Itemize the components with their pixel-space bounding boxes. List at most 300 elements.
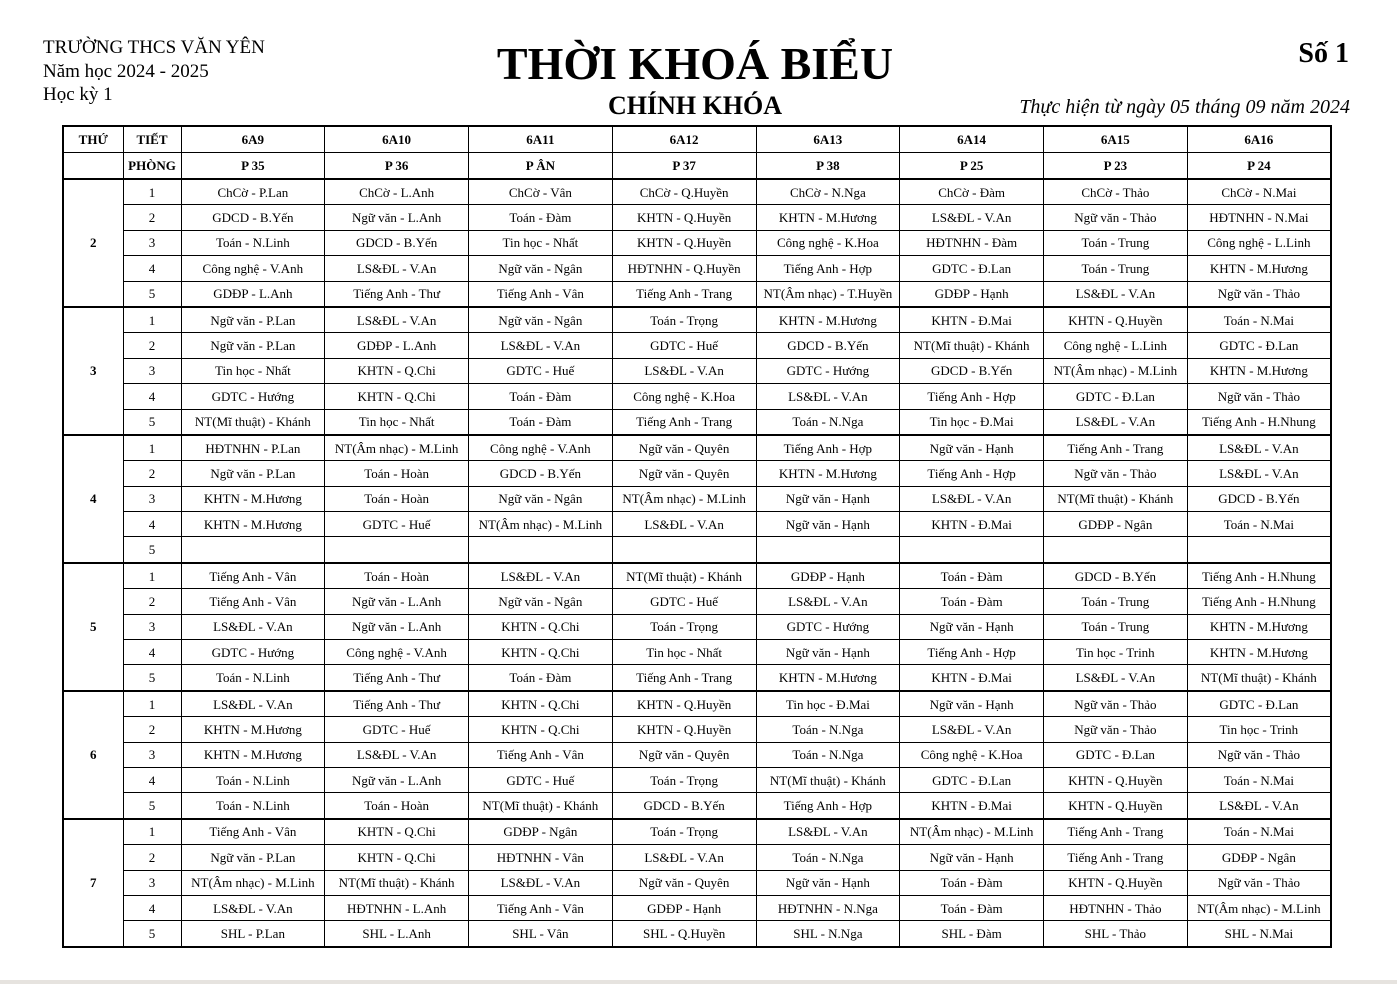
room-cell: P 23: [1044, 153, 1188, 180]
lesson-cell: Toán - Hoàn: [325, 486, 469, 511]
class-header: 6A14: [900, 126, 1044, 153]
table-row: [63, 512, 1331, 537]
lesson-cell: Tiếng Anh - Hợp: [756, 256, 900, 281]
day-cell: 2: [63, 179, 123, 307]
lesson-cell: Ngữ văn - Quyên: [612, 742, 756, 767]
lesson-cell: [181, 537, 325, 563]
table-row: [63, 307, 1331, 333]
lesson-cell: NT(Âm nhạc) - M.Linh: [469, 512, 613, 537]
lesson-cell: Toán - Hoàn: [325, 461, 469, 486]
lesson-cell: NT(Mĩ thuật) - Khánh: [1044, 486, 1188, 511]
table-row: [63, 461, 1331, 486]
period-cell: 3: [123, 614, 181, 639]
lesson-cell: LS&ĐL - V.An: [756, 589, 900, 614]
lesson-cell: [469, 537, 613, 563]
lesson-cell: KHTN - M.Hương: [1187, 614, 1331, 639]
lesson-cell: Tiếng Anh - Trang: [1044, 435, 1188, 461]
lesson-cell: KHTN - Q.Chi: [325, 819, 469, 845]
lesson-cell: Ngữ văn - Thảo: [1044, 717, 1188, 742]
lesson-cell: NT(Âm nhạc) - M.Linh: [325, 435, 469, 461]
lesson-cell: GDTC - Đ.Lan: [1044, 384, 1188, 409]
lesson-cell: LS&ĐL - V.An: [1044, 281, 1188, 307]
lesson-cell: KHTN - Q.Chi: [469, 717, 613, 742]
lesson-cell: LS&ĐL - V.An: [181, 895, 325, 920]
lesson-cell: Tiếng Anh - H.Nhung: [1187, 563, 1331, 589]
lesson-cell: GDCD - B.Yến: [756, 333, 900, 358]
period-cell: 3: [123, 742, 181, 767]
lesson-cell: Toán - Hoàn: [325, 563, 469, 589]
timetable-header: [63, 126, 1331, 179]
lesson-cell: KHTN - M.Hương: [181, 742, 325, 767]
lesson-cell: ChCờ - Vân: [469, 179, 613, 205]
lesson-cell: Toán - Đàm: [469, 205, 613, 230]
lesson-cell: GDCD - B.Yến: [181, 205, 325, 230]
lesson-cell: LS&ĐL - V.An: [756, 384, 900, 409]
lesson-cell: Tiếng Anh - Vân: [469, 895, 613, 920]
lesson-cell: Ngữ văn - Quyên: [612, 870, 756, 895]
table-row: [63, 665, 1331, 691]
lesson-cell: Ngữ văn - L.Anh: [325, 205, 469, 230]
lesson-cell: GDTC - Huế: [469, 358, 613, 383]
table-row: [63, 563, 1331, 589]
lesson-cell: Công nghệ - L.Linh: [1044, 333, 1188, 358]
class-header: 6A13: [756, 126, 900, 153]
lesson-cell: Công nghệ - K.Hoa: [900, 742, 1044, 767]
lesson-cell: GDTC - Huế: [325, 717, 469, 742]
table-row: [63, 230, 1331, 255]
lesson-cell: Toán - N.Linh: [181, 665, 325, 691]
lesson-cell: Công nghệ - L.Linh: [1187, 230, 1331, 255]
lesson-cell: KHTN - Q.Huyền: [1044, 767, 1188, 792]
lesson-cell: Toán - N.Mai: [1187, 767, 1331, 792]
lesson-cell: Ngữ văn - P.Lan: [181, 307, 325, 333]
lesson-cell: KHTN - Q.Huyền: [612, 205, 756, 230]
lesson-cell: NT(Mĩ thuật) - Khánh: [469, 793, 613, 819]
lesson-cell: SHL - P.Lan: [181, 921, 325, 947]
table-row: [63, 819, 1331, 845]
table-row: [63, 435, 1331, 461]
lesson-cell: ChCờ - N.Nga: [756, 179, 900, 205]
lesson-cell: Ngữ văn - Ngân: [469, 256, 613, 281]
lesson-cell: Ngữ văn - Hạnh: [900, 691, 1044, 717]
period-cell: 1: [123, 307, 181, 333]
lesson-cell: Ngữ văn - P.Lan: [181, 461, 325, 486]
lesson-cell: GDTC - Đ.Lan: [900, 256, 1044, 281]
lesson-cell: HĐTNHN - N.Nga: [756, 895, 900, 920]
lesson-cell: Tiếng Anh - Vân: [469, 742, 613, 767]
period-cell: 3: [123, 870, 181, 895]
lesson-cell: [612, 537, 756, 563]
period-cell: 5: [123, 665, 181, 691]
lesson-cell: KHTN - M.Hương: [1187, 256, 1331, 281]
lesson-cell: Toán - N.Nga: [756, 409, 900, 435]
table-row: [63, 640, 1331, 665]
lesson-cell: LS&ĐL - V.An: [1187, 793, 1331, 819]
lesson-cell: Toán - N.Linh: [181, 767, 325, 792]
room-label: PHÒNG: [123, 153, 181, 180]
school-year: Năm học 2024 - 2025: [43, 60, 209, 82]
lesson-cell: GDĐP - L.Anh: [181, 281, 325, 307]
table-row: [63, 742, 1331, 767]
lesson-cell: NT(Âm nhạc) - M.Linh: [612, 486, 756, 511]
lesson-cell: NT(Âm nhạc) - M.Linh: [1187, 895, 1331, 920]
lesson-cell: Toán - N.Nga: [756, 845, 900, 870]
table-row: [63, 589, 1331, 614]
lesson-cell: HĐTNHN - L.Anh: [325, 895, 469, 920]
lesson-cell: GDĐP - L.Anh: [325, 333, 469, 358]
timetable: [62, 125, 1332, 948]
lesson-cell: Tiếng Anh - Vân: [181, 589, 325, 614]
lesson-cell: HĐTNHN - P.Lan: [181, 435, 325, 461]
period-cell: 5: [123, 537, 181, 563]
lesson-cell: KHTN - Q.Chi: [469, 640, 613, 665]
lesson-cell: KHTN - Q.Huyền: [612, 691, 756, 717]
lesson-cell: GDTC - Huế: [612, 333, 756, 358]
lesson-cell: Ngữ văn - Hạnh: [756, 640, 900, 665]
lesson-cell: Toán - N.Linh: [181, 793, 325, 819]
lesson-cell: LS&ĐL - V.An: [612, 512, 756, 537]
lesson-cell: KHTN - Q.Huyền: [612, 717, 756, 742]
lesson-cell: NT(Mĩ thuật) - Khánh: [1187, 665, 1331, 691]
period-cell: 3: [123, 230, 181, 255]
lesson-cell: GDCD - B.Yến: [900, 358, 1044, 383]
period-cell: 3: [123, 358, 181, 383]
table-row: [63, 793, 1331, 819]
lesson-cell: Ngữ văn - Quyên: [612, 435, 756, 461]
lesson-cell: GDCD - B.Yến: [469, 461, 613, 486]
lesson-cell: Tiếng Anh - Hợp: [756, 435, 900, 461]
lesson-cell: GDTC - Đ.Lan: [1187, 333, 1331, 358]
lesson-cell: GDĐP - Ngân: [1044, 512, 1188, 537]
period-cell: 4: [123, 640, 181, 665]
period-cell: 4: [123, 895, 181, 920]
lesson-cell: KHTN - Q.Huyền: [1044, 793, 1188, 819]
lesson-cell: Tin học - Nhất: [612, 640, 756, 665]
lesson-cell: GDTC - Hướng: [181, 384, 325, 409]
lesson-cell: ChCờ - P.Lan: [181, 179, 325, 205]
lesson-cell: Tiếng Anh - Trang: [612, 409, 756, 435]
lesson-cell: Toán - Trung: [1044, 230, 1188, 255]
lesson-cell: KHTN - M.Hương: [181, 717, 325, 742]
period-cell: 4: [123, 256, 181, 281]
lesson-cell: SHL - N.Mai: [1187, 921, 1331, 947]
lesson-cell: GDTC - Hướng: [756, 614, 900, 639]
period-cell: 2: [123, 589, 181, 614]
lesson-cell: Toán - Trọng: [612, 819, 756, 845]
lesson-cell: Ngữ văn - L.Anh: [325, 767, 469, 792]
lesson-cell: GDĐP - Ngân: [469, 819, 613, 845]
lesson-cell: SHL - N.Nga: [756, 921, 900, 947]
lesson-cell: Tiếng Anh - Hợp: [756, 793, 900, 819]
lesson-cell: KHTN - M.Hương: [756, 205, 900, 230]
period-cell: 5: [123, 793, 181, 819]
lesson-cell: [325, 537, 469, 563]
lesson-cell: SHL - Đàm: [900, 921, 1044, 947]
class-header-row: [63, 126, 1331, 153]
lesson-cell: Toán - Đàm: [469, 384, 613, 409]
lesson-cell: Ngữ văn - Quyên: [612, 461, 756, 486]
room-cell: P 35: [181, 153, 325, 180]
lesson-cell: GDCD - B.Yến: [612, 793, 756, 819]
lesson-cell: KHTN - Q.Huyền: [1044, 307, 1188, 333]
lesson-cell: KHTN - M.Hương: [1187, 640, 1331, 665]
table-row: [63, 333, 1331, 358]
room-cell: P 25: [900, 153, 1044, 180]
table-row: [63, 486, 1331, 511]
day-cell: 6: [63, 691, 123, 819]
effective-date: Thực hiện từ ngày 05 tháng 09 năm 2024: [1019, 96, 1350, 118]
lesson-cell: GDCD - B.Yến: [1187, 486, 1331, 511]
lesson-cell: NT(Mĩ thuật) - Khánh: [900, 333, 1044, 358]
lesson-cell: [1044, 537, 1188, 563]
lesson-cell: Toán - Trung: [1044, 589, 1188, 614]
day-cell: 4: [63, 435, 123, 563]
period-cell: 2: [123, 333, 181, 358]
lesson-cell: SHL - L.Anh: [325, 921, 469, 947]
lesson-cell: Tiếng Anh - Hợp: [900, 640, 1044, 665]
lesson-cell: HĐTNHN - Vân: [469, 845, 613, 870]
lesson-cell: Tiếng Anh - Trang: [1044, 845, 1188, 870]
lesson-cell: LS&ĐL - V.An: [1187, 461, 1331, 486]
period-cell: 4: [123, 512, 181, 537]
lesson-cell: KHTN - Đ.Mai: [900, 665, 1044, 691]
lesson-cell: Tiếng Anh - Thư: [325, 281, 469, 307]
lesson-cell: Toán - Trọng: [612, 307, 756, 333]
lesson-cell: LS&ĐL - V.An: [181, 614, 325, 639]
period-cell: 3: [123, 486, 181, 511]
lesson-cell: GDTC - Đ.Lan: [900, 767, 1044, 792]
lesson-cell: KHTN - M.Hương: [756, 307, 900, 333]
lesson-cell: ChCờ - L.Anh: [325, 179, 469, 205]
lesson-cell: LS&ĐL - V.An: [900, 486, 1044, 511]
lesson-cell: KHTN - Đ.Mai: [900, 793, 1044, 819]
lesson-cell: Ngữ văn - L.Anh: [325, 614, 469, 639]
lesson-cell: LS&ĐL - V.An: [612, 358, 756, 383]
lesson-cell: Tiếng Anh - Trang: [1044, 819, 1188, 845]
period-cell: 2: [123, 461, 181, 486]
lesson-cell: KHTN - Q.Chi: [325, 845, 469, 870]
lesson-cell: GDĐP - Hạnh: [900, 281, 1044, 307]
room-row: [63, 153, 1331, 180]
lesson-cell: HĐTNHN - Thảo: [1044, 895, 1188, 920]
lesson-cell: ChCờ - N.Mai: [1187, 179, 1331, 205]
lesson-cell: GDTC - Đ.Lan: [1044, 742, 1188, 767]
lesson-cell: KHTN - Đ.Mai: [900, 512, 1044, 537]
lesson-cell: Toán - N.Nga: [756, 742, 900, 767]
table-row: [63, 691, 1331, 717]
lesson-cell: SHL - Q.Huyền: [612, 921, 756, 947]
lesson-cell: KHTN - Q.Huyền: [1044, 870, 1188, 895]
lesson-cell: LS&ĐL - V.An: [756, 819, 900, 845]
lesson-cell: Toán - Trọng: [612, 767, 756, 792]
period-cell: 5: [123, 409, 181, 435]
lesson-cell: Tiếng Anh - Trang: [612, 665, 756, 691]
lesson-cell: KHTN - M.Hương: [1187, 358, 1331, 383]
lesson-cell: Toán - Đàm: [469, 665, 613, 691]
lesson-cell: Ngữ văn - P.Lan: [181, 845, 325, 870]
lesson-cell: Tiếng Anh - Vân: [181, 563, 325, 589]
period-cell: 4: [123, 767, 181, 792]
lesson-cell: NT(Âm nhạc) - M.Linh: [181, 870, 325, 895]
lesson-cell: Ngữ văn - Hạnh: [756, 512, 900, 537]
lesson-cell: Tin học - Nhất: [469, 230, 613, 255]
lesson-cell: ChCờ - Đàm: [900, 179, 1044, 205]
lesson-cell: GDTC - Huế: [469, 767, 613, 792]
lesson-cell: Ngữ văn - Hạnh: [900, 435, 1044, 461]
lesson-cell: NT(Mĩ thuật) - Khánh: [325, 870, 469, 895]
lesson-cell: LS&ĐL - V.An: [900, 205, 1044, 230]
day-cell: 7: [63, 819, 123, 947]
lesson-cell: Ngữ văn - Thảo: [1187, 742, 1331, 767]
lesson-cell: HĐTNHN - Q.Huyền: [612, 256, 756, 281]
lesson-cell: Ngữ văn - Thảo: [1044, 461, 1188, 486]
lesson-cell: SHL - Thảo: [1044, 921, 1188, 947]
period-cell: 2: [123, 845, 181, 870]
lesson-cell: Tin học - Đ.Mai: [756, 691, 900, 717]
lesson-cell: Toán - N.Nga: [756, 717, 900, 742]
lesson-cell: [756, 537, 900, 563]
schedule-number: Số 1: [1298, 38, 1349, 69]
table-row: [63, 767, 1331, 792]
table-row: [63, 179, 1331, 205]
lesson-cell: Toán - N.Mai: [1187, 819, 1331, 845]
lesson-cell: Toán - Đàm: [900, 563, 1044, 589]
period-cell: 5: [123, 921, 181, 947]
lesson-cell: Toán - Đàm: [900, 895, 1044, 920]
lesson-cell: KHTN - Q.Chi: [469, 691, 613, 717]
lesson-cell: NT(Mĩ thuật) - Khánh: [181, 409, 325, 435]
table-row: [63, 205, 1331, 230]
lesson-cell: Ngữ văn - Hạnh: [900, 845, 1044, 870]
table-row: [63, 717, 1331, 742]
page-subtitle: CHÍNH KHÓA: [607, 91, 783, 120]
class-header: 6A12: [612, 126, 756, 153]
lesson-cell: Ngữ văn - Ngân: [469, 307, 613, 333]
lesson-cell: [900, 537, 1044, 563]
lesson-cell: Tin học - Nhất: [181, 358, 325, 383]
lesson-cell: Tiếng Anh - Thư: [325, 665, 469, 691]
lesson-cell: GDTC - Đ.Lan: [1187, 691, 1331, 717]
lesson-cell: KHTN - Đ.Mai: [900, 307, 1044, 333]
room-cell: P 38: [756, 153, 900, 180]
lesson-cell: GDTC - Hướng: [181, 640, 325, 665]
school-term: Học kỳ 1: [43, 84, 113, 105]
room-cell: P 36: [325, 153, 469, 180]
period-cell: 1: [123, 819, 181, 845]
lesson-cell: SHL - Vân: [469, 921, 613, 947]
lesson-cell: GDCD - B.Yến: [1044, 563, 1188, 589]
period-cell: 1: [123, 563, 181, 589]
lesson-cell: Ngữ văn - Hạnh: [756, 486, 900, 511]
room-cell: P ÂN: [469, 153, 613, 180]
lesson-cell: Toán - Đàm: [900, 589, 1044, 614]
lesson-cell: Ngữ văn - Ngân: [469, 589, 613, 614]
lesson-cell: Ngữ văn - Thảo: [1044, 691, 1188, 717]
lesson-cell: Tiếng Anh - Vân: [181, 819, 325, 845]
lesson-cell: Công nghệ - V.Anh: [325, 640, 469, 665]
lesson-cell: KHTN - Q.Chi: [469, 614, 613, 639]
lesson-cell: Ngữ văn - Thảo: [1187, 384, 1331, 409]
lesson-cell: Ngữ văn - L.Anh: [325, 589, 469, 614]
lesson-cell: ChCờ - Thảo: [1044, 179, 1188, 205]
lesson-cell: Tiếng Anh - Hợp: [900, 461, 1044, 486]
room-cell: P 24: [1187, 153, 1331, 180]
lesson-cell: LS&ĐL - V.An: [469, 333, 613, 358]
lesson-cell: KHTN - Q.Chi: [325, 358, 469, 383]
table-row: [63, 614, 1331, 639]
lesson-cell: [1187, 537, 1331, 563]
period-cell: 1: [123, 179, 181, 205]
class-header: 6A10: [325, 126, 469, 153]
lesson-cell: Tin học - Nhất: [325, 409, 469, 435]
lesson-cell: HĐTNHN - N.Mai: [1187, 205, 1331, 230]
lesson-cell: LS&ĐL - V.An: [612, 845, 756, 870]
table-row: [63, 921, 1331, 947]
lesson-cell: HĐTNHN - Đàm: [900, 230, 1044, 255]
class-header: 6A16: [1187, 126, 1331, 153]
lesson-cell: Ngữ văn - Ngân: [469, 486, 613, 511]
lesson-cell: Tin học - Đ.Mai: [900, 409, 1044, 435]
period-column-header: TIẾT: [123, 126, 181, 153]
school-name: TRƯỜNG THCS VĂN YÊN: [43, 37, 265, 58]
lesson-cell: GDTC - Hướng: [756, 358, 900, 383]
lesson-cell: NT(Mĩ thuật) - Khánh: [612, 563, 756, 589]
table-row: [63, 384, 1331, 409]
lesson-cell: Ngữ văn - P.Lan: [181, 333, 325, 358]
lesson-cell: GDĐP - Ngân: [1187, 845, 1331, 870]
lesson-cell: GDCD - B.Yến: [325, 230, 469, 255]
lesson-cell: ChCờ - Q.Huyền: [612, 179, 756, 205]
period-cell: 1: [123, 691, 181, 717]
class-header: 6A15: [1044, 126, 1188, 153]
lesson-cell: LS&ĐL - V.An: [181, 691, 325, 717]
period-cell: 2: [123, 205, 181, 230]
lesson-cell: LS&ĐL - V.An: [1044, 665, 1188, 691]
lesson-cell: Tiếng Anh - H.Nhung: [1187, 409, 1331, 435]
lesson-cell: Toán - Đàm: [900, 870, 1044, 895]
lesson-cell: Toán - N.Mai: [1187, 307, 1331, 333]
lesson-cell: Tiếng Anh - Vân: [469, 281, 613, 307]
class-header: 6A9: [181, 126, 325, 153]
lesson-cell: Toán - N.Linh: [181, 230, 325, 255]
lesson-cell: NT(Âm nhạc) - M.Linh: [1044, 358, 1188, 383]
lesson-cell: LS&ĐL - V.An: [325, 742, 469, 767]
page-title: THỜI KHOÁ BIỂU: [496, 38, 894, 89]
lesson-cell: KHTN - M.Hương: [181, 512, 325, 537]
lesson-cell: Toán - Trọng: [612, 614, 756, 639]
period-cell: 5: [123, 281, 181, 307]
lesson-cell: Toán - Trung: [1044, 614, 1188, 639]
lesson-cell: Tiếng Anh - Trang: [612, 281, 756, 307]
lesson-cell: Công nghệ - V.Anh: [469, 435, 613, 461]
lesson-cell: LS&ĐL - V.An: [1187, 435, 1331, 461]
lesson-cell: NT(Âm nhạc) - M.Linh: [900, 819, 1044, 845]
day-cell: 5: [63, 563, 123, 691]
lesson-cell: Toán - N.Mai: [1187, 512, 1331, 537]
day-cell: 3: [63, 307, 123, 435]
lesson-cell: Công nghệ - K.Hoa: [756, 230, 900, 255]
period-cell: 2: [123, 717, 181, 742]
lesson-cell: LS&ĐL - V.An: [1044, 409, 1188, 435]
lesson-cell: LS&ĐL - V.An: [469, 870, 613, 895]
lesson-cell: Tiếng Anh - H.Nhung: [1187, 589, 1331, 614]
lesson-cell: Ngữ văn - Hạnh: [756, 870, 900, 895]
lesson-cell: Toán - Hoàn: [325, 793, 469, 819]
timetable-body: [63, 179, 1331, 947]
lesson-cell: Tin học - Trinh: [1044, 640, 1188, 665]
lesson-cell: Ngữ văn - Thảo: [1187, 870, 1331, 895]
day-column-header: THỨ: [63, 126, 123, 153]
